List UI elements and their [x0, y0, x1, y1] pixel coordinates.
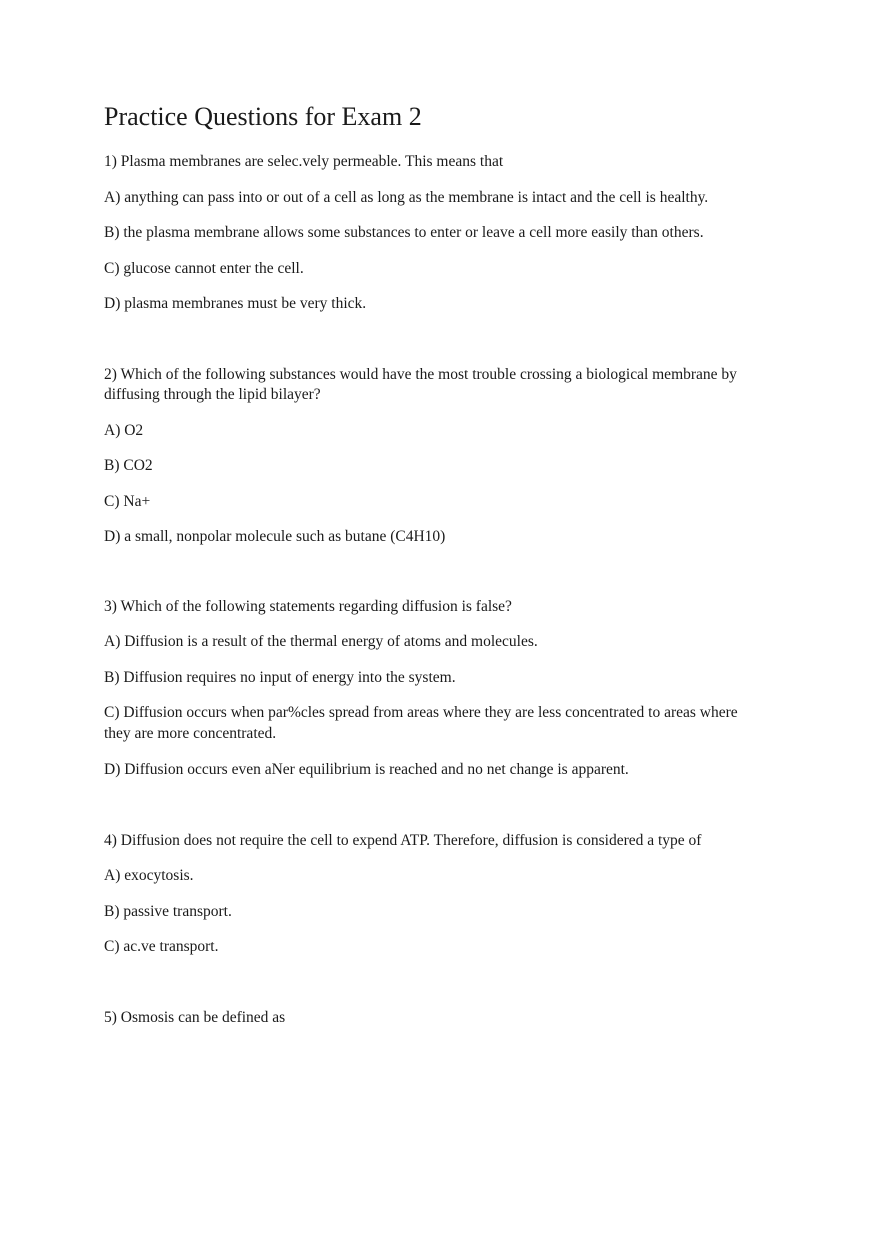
question-2-option-b: B) CO2 [104, 457, 153, 474]
question-3-option-c: C) Diffusion occurs when par%cles spread from areas where they are less concentrated to areas where [104, 704, 738, 721]
question-3-option-d: D) Diffusion occurs even aNer equilibrium is reached and no net change is apparent. [104, 761, 629, 778]
question-2-stem-line-1: 2) Which of the following substances would have the most trouble crossing a biological membrane by [104, 366, 737, 383]
question-4-option-b: B) passive transport. [104, 903, 232, 920]
question-2-option-d: D) a small, nonpolar molecule such as butane (C4H10) [104, 528, 446, 545]
question-5-stem: 5) Osmosis can be defined as [104, 1009, 286, 1026]
question-1-option-a: A) anything can pass into or out of a cell as long as the membrane is intact and the cell is healthy. [104, 189, 709, 206]
page-title: Practice Questions for Exam 2 [104, 102, 422, 131]
question-2-stem-line-2: diffusing through the lipid bilayer? [104, 386, 321, 403]
question-4-stem: 4) Diffusion does not require the cell to expend ATP. Therefore, diffusion is considered a type of [104, 832, 702, 849]
question-4-option-a: A) exocytosis. [104, 867, 194, 884]
question-1-option-b: B) the plasma membrane allows some substances to enter or leave a cell more easily than others. [104, 224, 704, 241]
question-1-stem: 1) Plasma membranes are selec.vely permeable. This means that [104, 153, 504, 170]
question-3-stem: 3) Which of the following statements regarding diffusion is false? [104, 598, 512, 615]
question-2-option-a: A) O2 [104, 422, 144, 439]
question-3-option-c-continued: they are more concentrated. [104, 725, 277, 742]
question-3-option-b: B) Diffusion requires no input of energy into the system. [104, 669, 456, 686]
question-2-option-c: C) Na+ [104, 493, 151, 510]
question-1-option-d: D) plasma membranes must be very thick. [104, 295, 367, 312]
question-1-option-c: C) glucose cannot enter the cell. [104, 260, 304, 277]
question-4-option-c: C) ac.ve transport. [104, 938, 219, 955]
question-3-option-a: A) Diffusion is a result of the thermal energy of atoms and molecules. [104, 633, 538, 650]
